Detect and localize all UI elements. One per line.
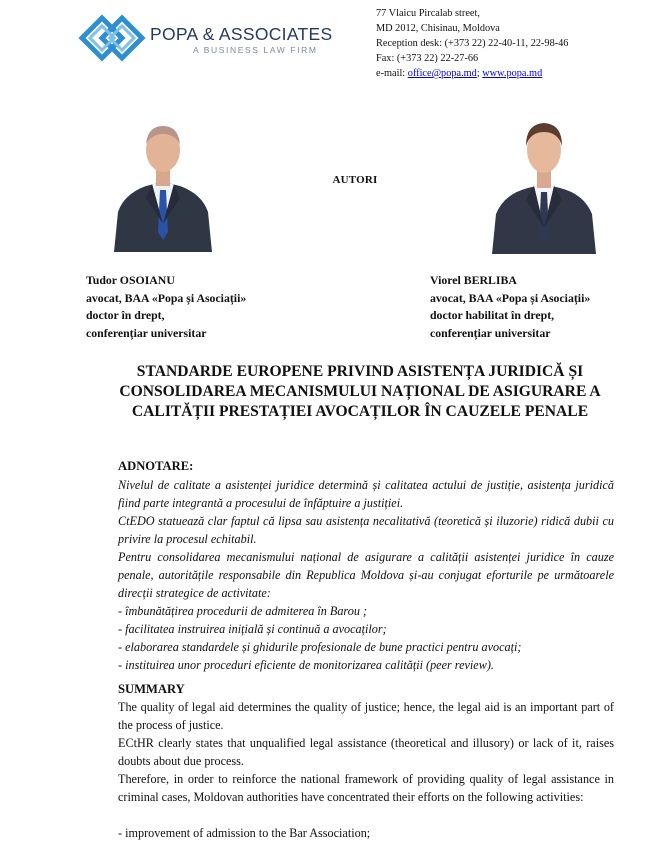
summary-heading: SUMMARY	[118, 682, 185, 696]
list-item: - facilitatea instruirea inițială și continuă a avocaților;	[118, 622, 387, 636]
firm-name: POPA & ASSOCIATES	[150, 24, 333, 44]
adnotare-paragraph: CtEDO statuează clar faptul că lipsa sau asistența necalitativă (teoretică și iluzorie) ridică dubii cu privire la procesul echitabil.	[118, 514, 614, 546]
title-line: CALITĂȚII PRESTAȚIEI AVOCAȚILOR ÎN CAUZELE PENALE	[131, 403, 589, 420]
fax-number: Fax: (+373 22) 22-27-66	[376, 53, 479, 64]
title-line: CONSOLIDAREA MECANISMULUI NAȚIONAL DE ASIGURARE A	[119, 383, 601, 400]
summary-paragraph: The quality of legal aid determines the quality of justice; hence, the legal aid is an important part of the process of justice.	[118, 700, 614, 732]
author-affiliation: avocat, BAA «Popa și Asociații»	[430, 290, 591, 305]
list-item: - îmbunătățirea procedurii de admiterea în Barou ;	[118, 604, 368, 618]
author-block-berliba	[430, 272, 590, 342]
adnotare-heading: ADNOTARE:	[118, 459, 194, 473]
paper-title	[100, 362, 620, 422]
authors-heading: AUTORI	[332, 174, 378, 186]
author-degree: doctor în drept,	[86, 308, 165, 322]
author-affiliation: avocat, BAA «Popa și Asociații»	[86, 290, 247, 305]
summary-paragraph: Therefore, in order to reinforce the national framework of providing quality of legal assistance in criminal cases, Moldovan authorities have concentrated their efforts on the following activities:	[118, 772, 614, 804]
address-street: 77 Vlaicu Pircalab street,	[376, 8, 480, 19]
adnotare-bullet-list	[118, 602, 521, 674]
reception-phone: Reception desk: (+373 22) 22-40-11, 22-98-46	[376, 38, 569, 49]
author-photo-osoianu	[112, 112, 214, 252]
summary-paragraph: ECtHR clearly states that unqualified legal assistance (theoretical and illusory) or lack of it, raises doubts about due process.	[118, 736, 614, 768]
firm-tagline: A BUSINESS LAW FIRM	[193, 45, 318, 55]
logo-diamond-icon	[78, 14, 148, 62]
list-item: - improvement of admission to the Bar Association;	[118, 826, 371, 840]
contact-block	[376, 6, 646, 81]
author-degree: doctor habilitat în drept,	[430, 308, 555, 322]
author-photo-berliba	[488, 110, 600, 254]
list-item: - elaborarea standardele și ghidurile profesionale de bune practici pentru avocați;	[118, 640, 522, 654]
email-line	[376, 66, 646, 81]
email-label: e-mail:	[376, 68, 408, 79]
adnotare-paragraph: Nivelul de calitate a asistenței juridice determină și calitatea actului de justiție, asistența juridică fiind parte integrantă a procesului de înfăptuire a justiției.	[118, 478, 614, 510]
list-item: - instituirea unor proceduri eficiente de monitorizarea calității (peer review).	[118, 658, 494, 672]
author-name: Viorel BERLIBA	[430, 273, 517, 287]
author-name: Tudor OSOIANU	[86, 273, 175, 287]
website-link[interactable]: www.popa.md	[482, 68, 543, 79]
title-line: STANDARDE EUROPENE PRIVIND ASISTENȚA JURIDICĂ ȘI	[136, 363, 584, 380]
summary-bullet-list	[118, 824, 370, 842]
email-separator: ;	[476, 68, 483, 79]
email-link[interactable]: office@popa.md	[407, 68, 477, 79]
adnotare-paragraph: Pentru consolidarea mecanismului național de asigurare a calității asistenței juridice în cauze penale, autoritățile responsabile din Republica Moldova și-au conjugat eforturile pe următoarele direcții strategice de activitate:	[118, 550, 614, 600]
author-block-osoianu	[86, 272, 246, 342]
address-city: MD 2012, Chisinau, Moldova	[376, 23, 500, 34]
author-position: conferențiar universitar	[430, 325, 551, 340]
author-position: conferențiar universitar	[86, 325, 207, 340]
